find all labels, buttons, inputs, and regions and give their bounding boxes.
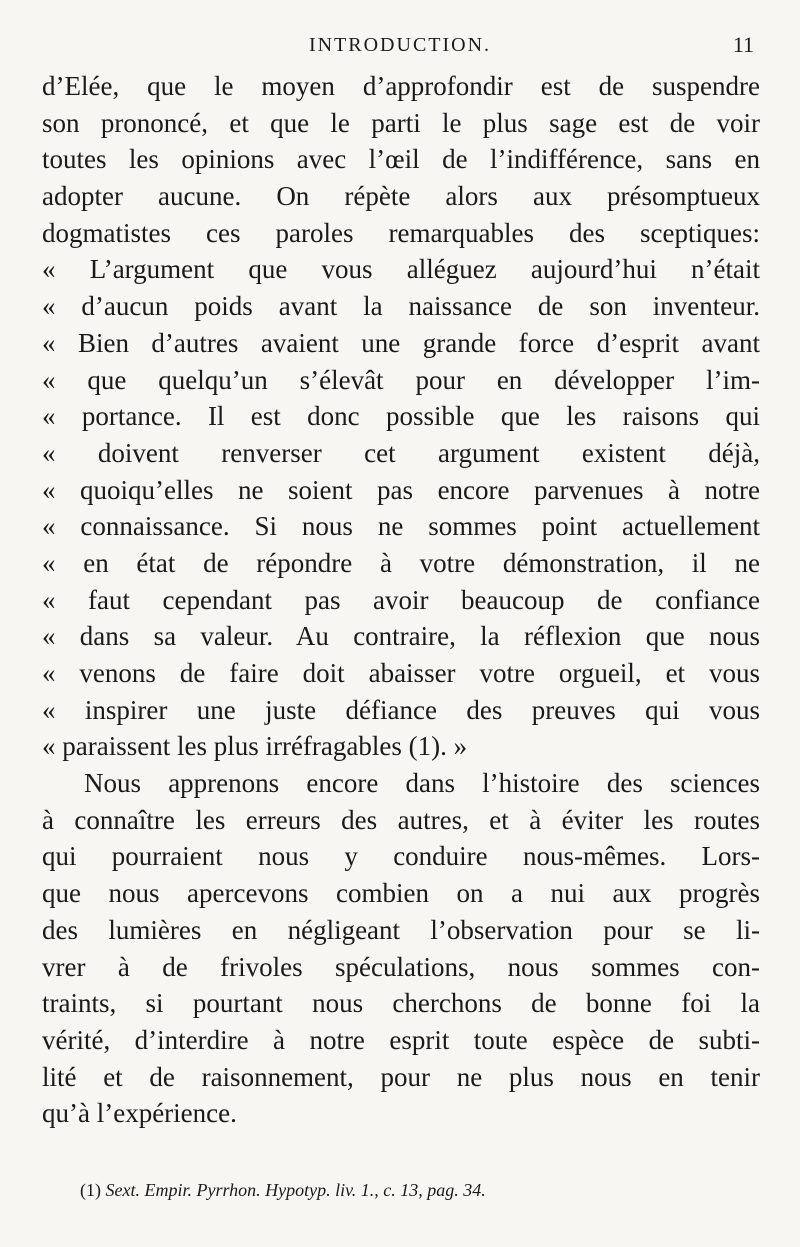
text-line: son prononcé, et que le parti le plus sage est de voir	[42, 107, 760, 138]
text-line: que nous apercevons combien on a nui aux progrès	[42, 878, 760, 909]
text-line: « doivent renverser cet argument existent déjà,	[42, 437, 760, 468]
text-line: « que quelqu’un s’élevât pour en développer l’im-	[42, 364, 760, 395]
text-line: « portance. Il est donc possible que les raisons qui	[42, 401, 760, 432]
text-line: « en état de répondre à votre démonstration, il ne	[42, 547, 760, 578]
paragraph-2	[42, 765, 760, 1132]
footnote	[80, 1180, 486, 1201]
text-line: vérité, d’interdire à notre esprit toute espèce de subti-	[42, 1024, 760, 1055]
body-text	[42, 68, 760, 1132]
text-line: toutes les opinions avec l’œil de l’indifférence, sans en	[42, 144, 760, 175]
text-line: « dans sa valeur. Au contraire, la réflexion que nous	[42, 621, 760, 652]
text-line: « d’aucun poids avant la naissance de son inventeur.	[42, 291, 760, 322]
text-line: qu’à l’expérience.	[42, 1098, 237, 1129]
text-line: « quoiqu’elles ne soient pas encore parvenues à notre	[42, 474, 760, 505]
text-line: lité et de raisonnement, pour ne plus nous en tenir	[42, 1061, 760, 1092]
text-line: vrer à de frivoles spéculations, nous sommes con-	[42, 951, 760, 982]
text-line: « venons de faire doit abaisser votre orgueil, et vous	[42, 658, 760, 688]
page-header	[40, 30, 760, 66]
footnote-text: Sext. Empir. Pyrrhon. Hypotyp. liv. 1., c. 13, pag. 34.	[105, 1180, 486, 1200]
text-line: adopter aucune. On répète alors aux présomptueux	[42, 181, 760, 212]
text-line: « L’argument que vous alléguez aujourd’hui n’était	[42, 254, 760, 285]
text-line: « inspirer une juste défiance des preuves qui vous	[42, 694, 760, 725]
text-line: traints, si pourtant nous cherchons de bonne foi la	[42, 988, 760, 1019]
text-line: d’Elée, que le moyen d’approfondir est de suspendre	[42, 71, 760, 101]
footnote-mark: (1)	[80, 1180, 101, 1200]
text-line: « connaissance. Si nous ne sommes point actuellement	[42, 511, 760, 542]
text-line: des lumières en négligeant l’observation pour se li-	[42, 914, 760, 945]
text-line: Nous apprenons encore dans l’histoire des sciences	[84, 768, 760, 799]
page-number: 11	[732, 32, 754, 57]
text-line: qui pourraient nous y conduire nous-mêmes. Lors-	[42, 841, 760, 872]
text-line: « faut cependant pas avoir beaucoup de confiance	[42, 584, 760, 615]
running-title: INTRODUCTION.	[308, 34, 492, 56]
text-line: dogmatistes ces paroles remarquables des sceptiques:	[42, 217, 760, 248]
text-line: « paraissent les plus irréfragables (1). »	[42, 731, 468, 762]
paragraph-1	[42, 68, 760, 765]
text-line: « Bien d’autres avaient une grande force d’esprit avant	[42, 327, 760, 358]
text-line: à connaître les erreurs des autres, et à éviter les routes	[42, 804, 760, 835]
